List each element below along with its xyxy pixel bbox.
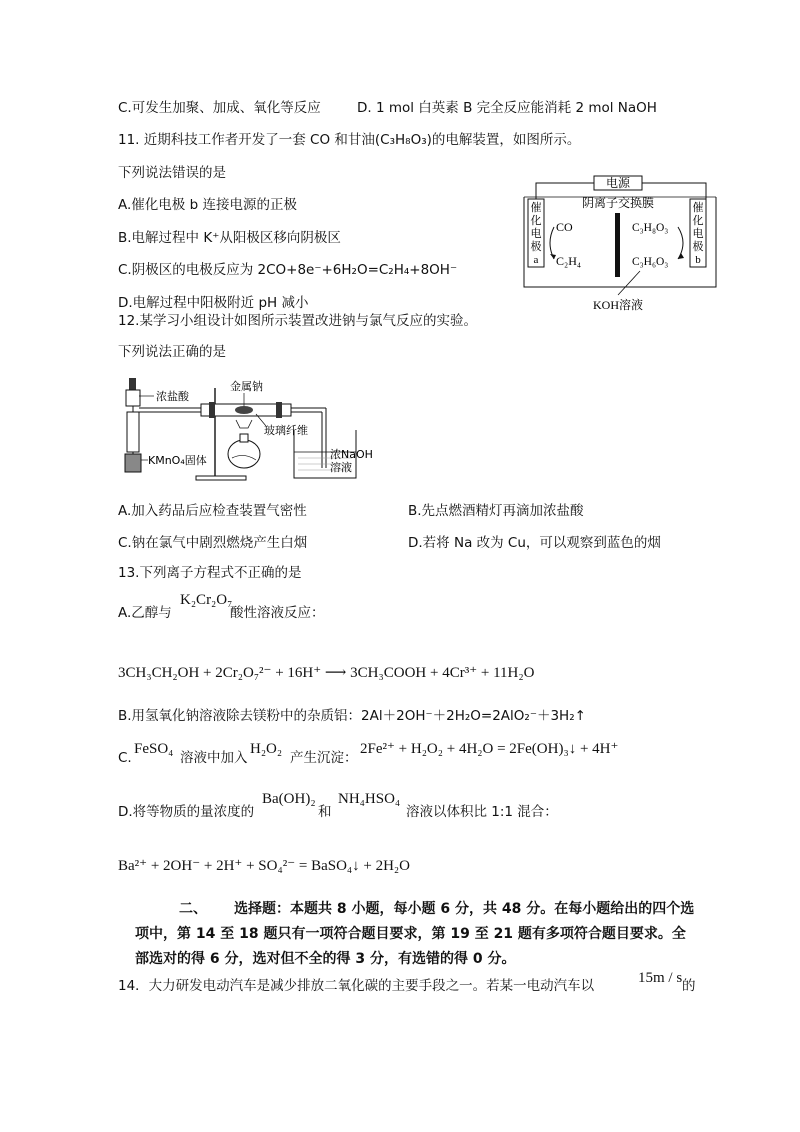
sodium-label: 金属钠 bbox=[230, 380, 263, 393]
q13-option-c-mid: 溶液中加入 bbox=[180, 750, 248, 766]
q12-option-a: A.加入药品后应检查装置气密性 bbox=[118, 503, 307, 519]
electrode-b-label: 催化电极 bbox=[692, 201, 704, 253]
electrode-a-letter: a bbox=[533, 254, 539, 266]
q13-option-a-reagent: K₂Cr₂O₇ bbox=[180, 592, 233, 608]
electrode-a-label: 催化电极 bbox=[530, 201, 542, 253]
q14-speed: 15m / s bbox=[638, 970, 683, 986]
q11-option-b: B.电解过程中 K⁺从阳极区移向阴极区 bbox=[118, 230, 341, 246]
q13-option-a-suffix: 酸性溶液反应： bbox=[230, 605, 325, 621]
q13-option-d-suffix: 溶液以体积比 1:1 混合： bbox=[406, 804, 558, 820]
q11-option-a: A.催化电极 b 连接电源的正极 bbox=[118, 197, 297, 213]
alcohol-lamp bbox=[228, 440, 260, 468]
apparatus-diagram bbox=[116, 368, 386, 488]
naoh-label-2: 溶液 bbox=[330, 461, 352, 474]
q13-option-c-reagent1: FeSO₄ bbox=[134, 741, 174, 757]
q14-stem: 14．大力研发电动汽车是减少排放二氧化碳的主要手段之一。若某一电动汽车以 bbox=[118, 978, 595, 994]
right-out-label: C₃H₆O₃ bbox=[632, 256, 669, 268]
electrolysis-diagram bbox=[520, 175, 720, 315]
q10-option-c: C.可发生加聚、加成、氧化等反应 bbox=[118, 100, 321, 116]
q11-stem: 11. 近期科技工作者开发了一套 CO 和甘油(C₃H₈O₃)的电解装置，如图所示。 bbox=[118, 132, 581, 148]
electrode-b-letter: b bbox=[695, 254, 701, 266]
left-in-label: CO bbox=[556, 220, 573, 234]
sodium-sample bbox=[235, 406, 253, 414]
section-2-line-1: 选择题：本题共 8 小题，每小题 6 分，共 48 分。在每小题给出的四个选 bbox=[234, 901, 695, 917]
reaction-tube bbox=[127, 412, 139, 452]
q13-option-c-equation: 2Fe²⁺ + H₂O₂ + 4H₂O = 2Fe(OH)₃↓ + 4H⁺ bbox=[360, 741, 619, 757]
q12-ask: 下列说法正确的是 bbox=[118, 344, 226, 360]
q13-option-d-prefix: D.将等物质的量浓度的 bbox=[118, 804, 255, 820]
section-2-line-3: 部选对的得 6 分，选对但不全的得 3 分，有选错的得 0 分。 bbox=[135, 951, 516, 967]
q13-option-a-prefix: A.乙醇与 bbox=[118, 605, 172, 621]
q13-option-a-equation: 3CH₃CH₂OH + 2Cr₂O₇²⁻ + 16H⁺ ⟶ 3CH₃COOH + 4Cr³⁺ + 11H₂O bbox=[118, 665, 535, 681]
q13-option-b: B.用氢氧化钠溶液除去镁粉中的杂质铝：2Al＋2OH⁻＋2H₂O=2AlO₂⁻＋3H₂↑ bbox=[118, 708, 586, 724]
q11-option-d: D.电解过程中阳极附近 pH 减小 bbox=[118, 295, 309, 311]
solid-label: KMnO₄固体 bbox=[148, 454, 207, 467]
fiber-label: 玻璃纤维 bbox=[264, 424, 308, 437]
q12-option-b: B.先点燃酒精灯再滴加浓盐酸 bbox=[408, 503, 584, 519]
kmno4-solid bbox=[125, 454, 141, 472]
naoh-label: 浓NaOH bbox=[330, 448, 373, 461]
section-2-line-2: 项中，第 14 至 18 题只有一项符合题目要求，第 19 至 21 题有多项符合题目要求。全 bbox=[135, 926, 686, 942]
q13-option-c-suffix: 产生沉淀： bbox=[290, 750, 358, 766]
q12-option-d: D.若将 Na 改为 Cu，可以观察到蓝色的烟 bbox=[408, 535, 661, 551]
acid-label: 浓盐酸 bbox=[156, 390, 189, 403]
solution-label: KOH溶液 bbox=[593, 298, 643, 312]
section-2-number: 二、 bbox=[179, 901, 207, 917]
q13-stem: 13.下列离子方程式不正确的是 bbox=[118, 565, 302, 581]
left-out-label: C₂H₄ bbox=[556, 254, 582, 268]
q11-ask: 下列说法错误的是 bbox=[118, 165, 226, 181]
q13-option-d-mid: 和 bbox=[318, 804, 332, 820]
q11-option-c: C.阴极区的电极反应为 2CO+8e⁻+6H₂O=C₂H₄+8OH⁻ bbox=[118, 262, 458, 278]
right-in-label: C₃H₈O₃ bbox=[632, 222, 669, 234]
q10-option-d: D. 1 mol 白英素 B 完全反应能消耗 2 mol NaOH bbox=[357, 100, 657, 116]
q13-option-d-reagent1: Ba(OH)₂ bbox=[262, 791, 316, 807]
q13-option-d-reagent2: NH₄HSO₄ bbox=[338, 791, 401, 807]
q13-option-d-equation: Ba²⁺ + 2OH⁻ + 2H⁺ + SO₄²⁻ = BaSO₄↓ + 2H₂O bbox=[118, 858, 410, 874]
q13-option-c-prefix: C. bbox=[118, 750, 132, 766]
membrane bbox=[615, 213, 620, 277]
q14-tail: 的 bbox=[682, 978, 696, 994]
q12-option-c: C.钠在氯气中剧烈燃烧产生白烟 bbox=[118, 535, 308, 551]
power-label: 电源 bbox=[605, 176, 631, 190]
q12-stem: 12.某学习小组设计如图所示装置改进钠与氯气反应的实验。 bbox=[118, 313, 477, 329]
q13-option-c-reagent2: H₂O₂ bbox=[250, 741, 283, 757]
membrane-label: 阴离子交换膜 bbox=[581, 196, 655, 210]
